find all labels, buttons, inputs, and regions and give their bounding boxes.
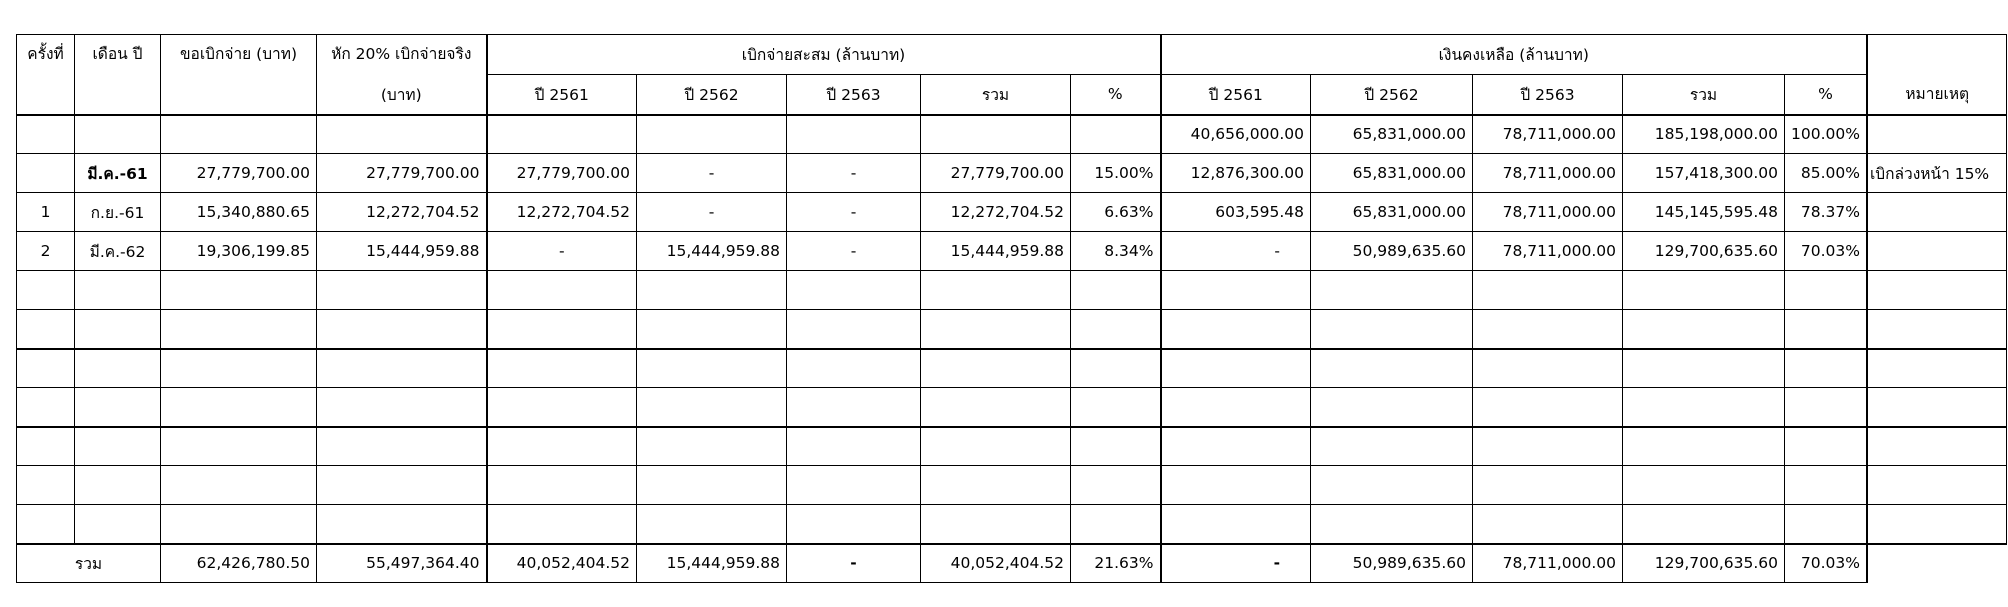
empty-cell bbox=[1785, 427, 1867, 466]
empty-cell bbox=[1311, 505, 1473, 544]
empty-cell bbox=[637, 388, 787, 427]
total-bal-2563: 78,711,000.00 bbox=[1473, 544, 1623, 583]
empty-cell bbox=[1071, 310, 1161, 349]
cell-acc-pct: 15.00% bbox=[1071, 154, 1161, 193]
empty-cell bbox=[75, 271, 161, 310]
empty-cell bbox=[1867, 427, 2007, 466]
total-acc-total: 40,052,404.52 bbox=[921, 544, 1071, 583]
empty-cell bbox=[921, 349, 1071, 388]
cell-actual: 27,779,700.00 bbox=[317, 154, 487, 193]
empty-cell bbox=[161, 310, 317, 349]
empty-cell bbox=[1785, 349, 1867, 388]
cell-month: มี.ค.-62 bbox=[75, 232, 161, 271]
total-bal-2561: - bbox=[1161, 544, 1311, 583]
cell-bal-2563: 78,711,000.00 bbox=[1473, 154, 1623, 193]
cell-actual: 12,272,704.52 bbox=[317, 193, 487, 232]
empty-cell bbox=[637, 349, 787, 388]
cell-acc-2561: 12,272,704.52 bbox=[487, 193, 637, 232]
cell-bal-total: 157,418,300.00 bbox=[1623, 154, 1785, 193]
empty-cell bbox=[1867, 388, 2007, 427]
empty-cell bbox=[787, 310, 921, 349]
empty-cell bbox=[17, 388, 75, 427]
cell-acc-pct bbox=[1071, 115, 1161, 154]
empty-cell bbox=[637, 466, 787, 505]
cell-bal-2561: 12,876,300.00 bbox=[1161, 154, 1311, 193]
empty-cell bbox=[1071, 349, 1161, 388]
cell-no bbox=[17, 115, 75, 154]
empty-cell bbox=[787, 466, 921, 505]
cell-request: 27,779,700.00 bbox=[161, 154, 317, 193]
cell-acc-2562: - bbox=[637, 193, 787, 232]
cell-acc-pct: 8.34% bbox=[1071, 232, 1161, 271]
header-acc-2562: ปี 2562 bbox=[637, 75, 787, 115]
cell-bal-2561: 603,595.48 bbox=[1161, 193, 1311, 232]
empty-cell bbox=[317, 427, 487, 466]
header-month-year: เดือน ปี bbox=[75, 35, 161, 115]
empty-cell bbox=[1785, 388, 1867, 427]
header-bal-2563: ปี 2563 bbox=[1473, 75, 1623, 115]
empty-cell bbox=[487, 271, 637, 310]
totals-label: รวม bbox=[17, 544, 161, 583]
empty-cell bbox=[161, 466, 317, 505]
cell-bal-2562: 50,989,635.60 bbox=[1311, 232, 1473, 271]
empty-cell bbox=[1867, 466, 2007, 505]
empty-cell bbox=[1311, 349, 1473, 388]
empty-cell bbox=[921, 505, 1071, 544]
empty-cell bbox=[17, 310, 75, 349]
cell-acc-2562: - bbox=[637, 154, 787, 193]
empty-cell bbox=[1623, 427, 1785, 466]
empty-cell bbox=[317, 349, 487, 388]
table-row bbox=[17, 232, 2007, 271]
header-deduct-line1: หัก 20% เบิกจ่ายจริง bbox=[317, 35, 487, 75]
empty-cell bbox=[787, 349, 921, 388]
empty-cell bbox=[1311, 466, 1473, 505]
empty-cell bbox=[75, 427, 161, 466]
cell-bal-total: 185,198,000.00 bbox=[1623, 115, 1785, 154]
empty-cell bbox=[487, 349, 637, 388]
cell-acc-2561 bbox=[487, 115, 637, 154]
empty-row bbox=[17, 466, 2007, 505]
empty-cell bbox=[1071, 271, 1161, 310]
empty-cell bbox=[1071, 427, 1161, 466]
header-times: ครั้งที่ bbox=[17, 35, 75, 115]
empty-cell bbox=[1311, 427, 1473, 466]
table-row bbox=[17, 115, 2007, 154]
empty-cell bbox=[1623, 349, 1785, 388]
cell-acc-2562: 15,444,959.88 bbox=[637, 232, 787, 271]
empty-cell bbox=[1161, 388, 1311, 427]
cell-bal-2563: 78,711,000.00 bbox=[1473, 232, 1623, 271]
empty-cell bbox=[637, 505, 787, 544]
empty-cell bbox=[1311, 310, 1473, 349]
cell-bal-pct: 70.03% bbox=[1785, 232, 1867, 271]
empty-cell bbox=[161, 271, 317, 310]
empty-cell bbox=[1311, 271, 1473, 310]
empty-cell bbox=[1473, 505, 1623, 544]
cell-no: 2 bbox=[17, 232, 75, 271]
header-remark: หมายเหตุ bbox=[1867, 35, 2007, 115]
cell-month: ก.ย.-61 bbox=[75, 193, 161, 232]
empty-row bbox=[17, 427, 2007, 466]
empty-cell bbox=[1785, 466, 1867, 505]
empty-cell bbox=[1161, 271, 1311, 310]
table-row bbox=[17, 154, 2007, 193]
empty-cell bbox=[637, 271, 787, 310]
empty-row bbox=[17, 349, 2007, 388]
empty-cell bbox=[75, 349, 161, 388]
cell-request: 15,340,880.65 bbox=[161, 193, 317, 232]
empty-row bbox=[17, 388, 2007, 427]
total-request: 62,426,780.50 bbox=[161, 544, 317, 583]
empty-cell bbox=[1311, 388, 1473, 427]
cell-bal-pct: 85.00% bbox=[1785, 154, 1867, 193]
empty-cell bbox=[1473, 427, 1623, 466]
empty-cell bbox=[161, 427, 317, 466]
cell-remark bbox=[1867, 193, 2007, 232]
empty-cell bbox=[1623, 271, 1785, 310]
empty-cell bbox=[787, 427, 921, 466]
header-request: ขอเบิกจ่าย (บาท) bbox=[161, 35, 317, 115]
empty-cell bbox=[317, 505, 487, 544]
cell-actual: 15,444,959.88 bbox=[317, 232, 487, 271]
header-balance-group: เงินคงเหลือ (ล้านบาท) bbox=[1161, 35, 1867, 75]
header-acc-total: รวม bbox=[921, 75, 1071, 115]
total-bal-pct: 70.03% bbox=[1785, 544, 1867, 583]
empty-cell bbox=[921, 466, 1071, 505]
empty-cell bbox=[1071, 388, 1161, 427]
total-acc-2562: 15,444,959.88 bbox=[637, 544, 787, 583]
total-remark-cell bbox=[1867, 544, 2007, 583]
header-bal-2561: ปี 2561 bbox=[1161, 75, 1311, 115]
empty-cell bbox=[1867, 505, 2007, 544]
empty-cell bbox=[1161, 466, 1311, 505]
cell-remark bbox=[1867, 115, 2007, 154]
cell-acc-2562 bbox=[637, 115, 787, 154]
cell-bal-2563: 78,711,000.00 bbox=[1473, 115, 1623, 154]
cell-acc-2563 bbox=[787, 115, 921, 154]
empty-cell bbox=[1161, 505, 1311, 544]
empty-cell bbox=[1473, 310, 1623, 349]
empty-cell bbox=[1867, 271, 2007, 310]
empty-cell bbox=[1623, 505, 1785, 544]
cell-month: มี.ค.-61 bbox=[75, 154, 161, 193]
empty-cell bbox=[1473, 388, 1623, 427]
empty-cell bbox=[921, 271, 1071, 310]
cell-request bbox=[161, 115, 317, 154]
empty-cell bbox=[1473, 349, 1623, 388]
cell-remark: เบิกล่วงหน้า 15% bbox=[1867, 154, 2007, 193]
empty-cell bbox=[1623, 310, 1785, 349]
cell-bal-pct: 78.37% bbox=[1785, 193, 1867, 232]
empty-cell bbox=[75, 466, 161, 505]
cell-bal-total: 129,700,635.60 bbox=[1623, 232, 1785, 271]
total-actual: 55,497,364.40 bbox=[317, 544, 487, 583]
header-acc-percent: % bbox=[1071, 75, 1161, 115]
empty-cell bbox=[1867, 349, 2007, 388]
empty-cell bbox=[787, 505, 921, 544]
cell-request: 19,306,199.85 bbox=[161, 232, 317, 271]
empty-cell bbox=[921, 427, 1071, 466]
cell-bal-2562: 65,831,000.00 bbox=[1311, 193, 1473, 232]
empty-cell bbox=[1785, 310, 1867, 349]
cell-remark bbox=[1867, 232, 2007, 271]
empty-cell bbox=[17, 427, 75, 466]
cell-bal-total: 145,145,595.48 bbox=[1623, 193, 1785, 232]
empty-cell bbox=[17, 466, 75, 505]
empty-cell bbox=[317, 388, 487, 427]
total-acc-pct: 21.63% bbox=[1071, 544, 1161, 583]
cell-acc-pct: 6.63% bbox=[1071, 193, 1161, 232]
total-acc-2563: - bbox=[787, 544, 921, 583]
empty-cell bbox=[161, 349, 317, 388]
empty-cell bbox=[1071, 466, 1161, 505]
cell-bal-2563: 78,711,000.00 bbox=[1473, 193, 1623, 232]
empty-cell bbox=[1785, 505, 1867, 544]
header-acc-2561: ปี 2561 bbox=[487, 75, 637, 115]
cell-acc-2561: 27,779,700.00 bbox=[487, 154, 637, 193]
empty-cell bbox=[1785, 271, 1867, 310]
header-row-1 bbox=[17, 35, 2007, 75]
total-bal-2562: 50,989,635.60 bbox=[1311, 544, 1473, 583]
empty-cell bbox=[1161, 349, 1311, 388]
empty-cell bbox=[487, 310, 637, 349]
header-deduct-line2: (บาท) bbox=[317, 75, 487, 115]
empty-cell bbox=[921, 388, 1071, 427]
empty-cell bbox=[17, 505, 75, 544]
empty-cell bbox=[637, 310, 787, 349]
empty-cell bbox=[1473, 466, 1623, 505]
header-bal-2562: ปี 2562 bbox=[1311, 75, 1473, 115]
empty-cell bbox=[1071, 505, 1161, 544]
empty-cell bbox=[787, 388, 921, 427]
cell-month bbox=[75, 115, 161, 154]
empty-cell bbox=[75, 310, 161, 349]
cell-actual bbox=[317, 115, 487, 154]
header-bal-total: รวม bbox=[1623, 75, 1785, 115]
table-row bbox=[17, 193, 2007, 232]
total-acc-2561: 40,052,404.52 bbox=[487, 544, 637, 583]
empty-cell bbox=[787, 271, 921, 310]
cell-acc-2563: - bbox=[787, 232, 921, 271]
empty-cell bbox=[75, 505, 161, 544]
cell-acc-total bbox=[921, 115, 1071, 154]
empty-cell bbox=[317, 271, 487, 310]
cell-no bbox=[17, 154, 75, 193]
empty-cell bbox=[487, 388, 637, 427]
empty-cell bbox=[921, 310, 1071, 349]
empty-cell bbox=[17, 271, 75, 310]
empty-cell bbox=[75, 388, 161, 427]
totals-row bbox=[17, 544, 2007, 583]
cell-bal-2562: 65,831,000.00 bbox=[1311, 115, 1473, 154]
empty-cell bbox=[1623, 388, 1785, 427]
cell-acc-total: 15,444,959.88 bbox=[921, 232, 1071, 271]
cell-bal-pct: 100.00% bbox=[1785, 115, 1867, 154]
cell-acc-2563: - bbox=[787, 154, 921, 193]
cell-bal-2561: - bbox=[1161, 232, 1311, 271]
empty-row bbox=[17, 271, 2007, 310]
empty-cell bbox=[487, 505, 637, 544]
empty-row bbox=[17, 310, 2007, 349]
empty-cell bbox=[487, 427, 637, 466]
empty-cell bbox=[637, 427, 787, 466]
empty-cell bbox=[1161, 310, 1311, 349]
empty-cell bbox=[161, 505, 317, 544]
empty-cell bbox=[17, 349, 75, 388]
cell-bal-2562: 65,831,000.00 bbox=[1311, 154, 1473, 193]
header-acc-2563: ปี 2563 bbox=[787, 75, 921, 115]
disbursement-table bbox=[16, 34, 2007, 583]
header-accumulated-group: เบิกจ่ายสะสม (ล้านบาท) bbox=[487, 35, 1161, 75]
cell-acc-2563: - bbox=[787, 193, 921, 232]
empty-cell bbox=[1623, 466, 1785, 505]
total-bal-total: 129,700,635.60 bbox=[1623, 544, 1785, 583]
empty-cell bbox=[1161, 427, 1311, 466]
cell-bal-2561: 40,656,000.00 bbox=[1161, 115, 1311, 154]
empty-cell bbox=[487, 466, 637, 505]
cell-acc-2561: - bbox=[487, 232, 637, 271]
empty-cell bbox=[1867, 310, 2007, 349]
header-bal-percent: % bbox=[1785, 75, 1867, 115]
empty-cell bbox=[1473, 271, 1623, 310]
cell-no: 1 bbox=[17, 193, 75, 232]
empty-cell bbox=[317, 466, 487, 505]
cell-acc-total: 12,272,704.52 bbox=[921, 193, 1071, 232]
empty-cell bbox=[161, 388, 317, 427]
empty-row bbox=[17, 505, 2007, 544]
cell-acc-total: 27,779,700.00 bbox=[921, 154, 1071, 193]
empty-cell bbox=[317, 310, 487, 349]
